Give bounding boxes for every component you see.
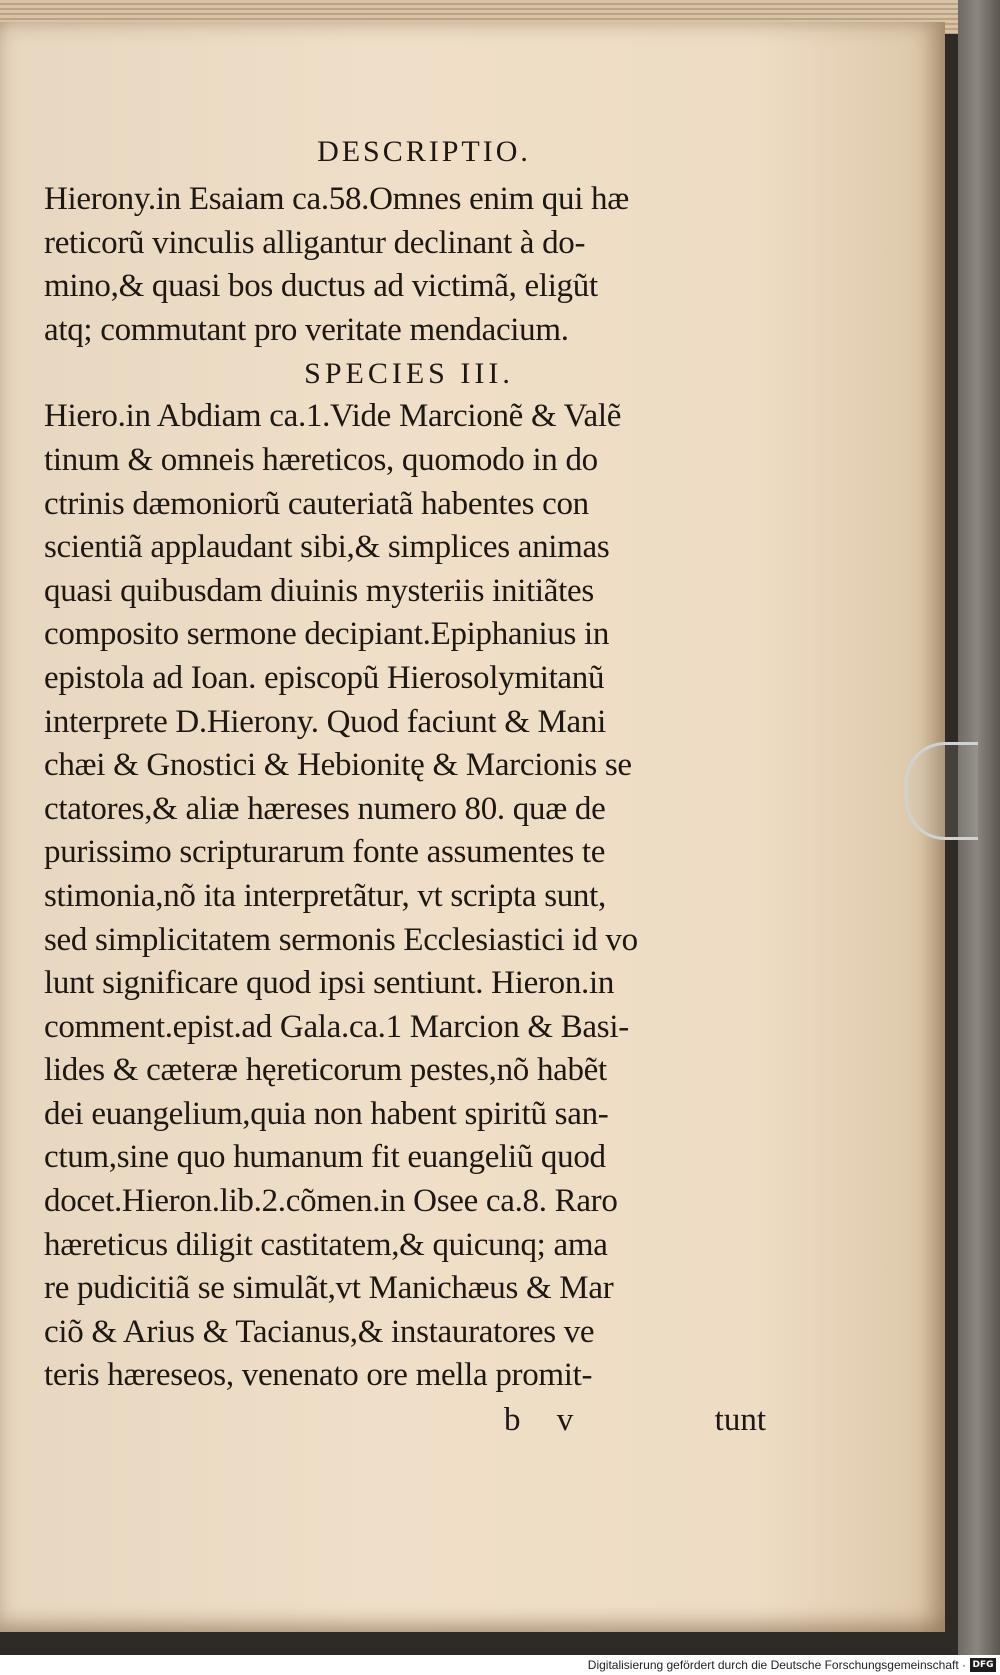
text-line: atq; commutant pro veritate mendacium. <box>44 311 569 348</box>
text-line: ctatores,& aliæ hæreses numero 80. quæ de <box>44 790 606 827</box>
text-line: docet.Hieron.lib.2.cõmen.in Osee ca.8. Raro <box>44 1183 618 1220</box>
text-line: stimonia,nõ ita interpretãtur, vt scripta sunt, <box>44 877 606 914</box>
paragraph-after-heading <box>44 395 764 1398</box>
footer-credit: Digitalisierung gefördert durch die Deutsche Forschungsgemeinschaft · <box>587 1658 966 1672</box>
text-line: Hiero.in Abdiam ca.1.Vide Marcionẽ & Valẽ <box>44 398 622 435</box>
text-block <box>44 132 764 1442</box>
text-line: dei euangelium,quia non habent spiritũ san- <box>44 1095 609 1132</box>
text-line: ctum,sine quo humanum fit euangeliũ quod <box>44 1139 606 1176</box>
text-line: sed simplicitatem sermonis Ecclesiastici id vo <box>44 921 638 958</box>
page-clip <box>905 742 978 840</box>
text-line: epistola ad Ioan. episcopũ Hierosolymitanũ <box>44 659 605 696</box>
text-line: ciõ & Arius & Tacianus,& instauratores ve <box>44 1313 595 1350</box>
text-line: purissimo scripturarum fonte assumentes te <box>44 834 606 871</box>
text-line: re pudicitiã se simulãt,vt Manichæus & Mar <box>44 1270 614 1307</box>
text-line: chæi & Gnostici & Hebionitę & Marcionis se <box>44 747 632 784</box>
text-line: reticorũ vinculis alligantur declinant à do- <box>44 224 586 261</box>
text-line: tinum & omneis hæreticos, quomodo in do <box>44 441 598 478</box>
running-head: DESCRIPTIO. <box>317 135 531 168</box>
text-line: comment.epist.ad Gala.ca.1 Marcion & Basi- <box>44 1008 629 1045</box>
signature-mark: b v <box>504 1402 588 1439</box>
paper-leaf <box>0 22 945 1632</box>
text-line: scientiã applaudant sibi,& simplices animas <box>44 529 610 566</box>
paragraph-before-heading <box>44 178 764 352</box>
text-line: Hierony.in Esaiam ca.58.Omnes enim qui hæ <box>44 181 629 217</box>
text-line: interprete D.Hierony. Quod faciunt & Mani <box>44 703 606 740</box>
text-line: hæreticus diligit castitatem,& quicunq; ama <box>44 1226 608 1263</box>
catchword: tunt <box>714 1402 766 1439</box>
text-line: quasi quibusdam diuinis mysteriis initiãtes <box>44 572 594 609</box>
catch-line <box>44 1398 764 1442</box>
text-line: lides & cæteræ hęreticorum pestes,nõ habẽt <box>44 1052 607 1089</box>
digitization-footer <box>0 1655 1000 1675</box>
text-line: mino,& quasi bos ductus ad victimã, eligũt <box>44 268 598 305</box>
text-line: composito sermone decipiant.Epiphanius in <box>44 616 610 653</box>
text-line: teris hæreseos, venenato ore mella promit- <box>44 1357 593 1394</box>
text-line: lunt significare quod ipsi sentiunt. Hieron.in <box>44 965 615 1002</box>
section-heading: SPECIES III. <box>304 357 514 391</box>
text-line: ctrinis dæmoniorũ cauteriatã habentes con <box>44 485 589 522</box>
dfg-logo-icon: DFG <box>970 1658 996 1672</box>
